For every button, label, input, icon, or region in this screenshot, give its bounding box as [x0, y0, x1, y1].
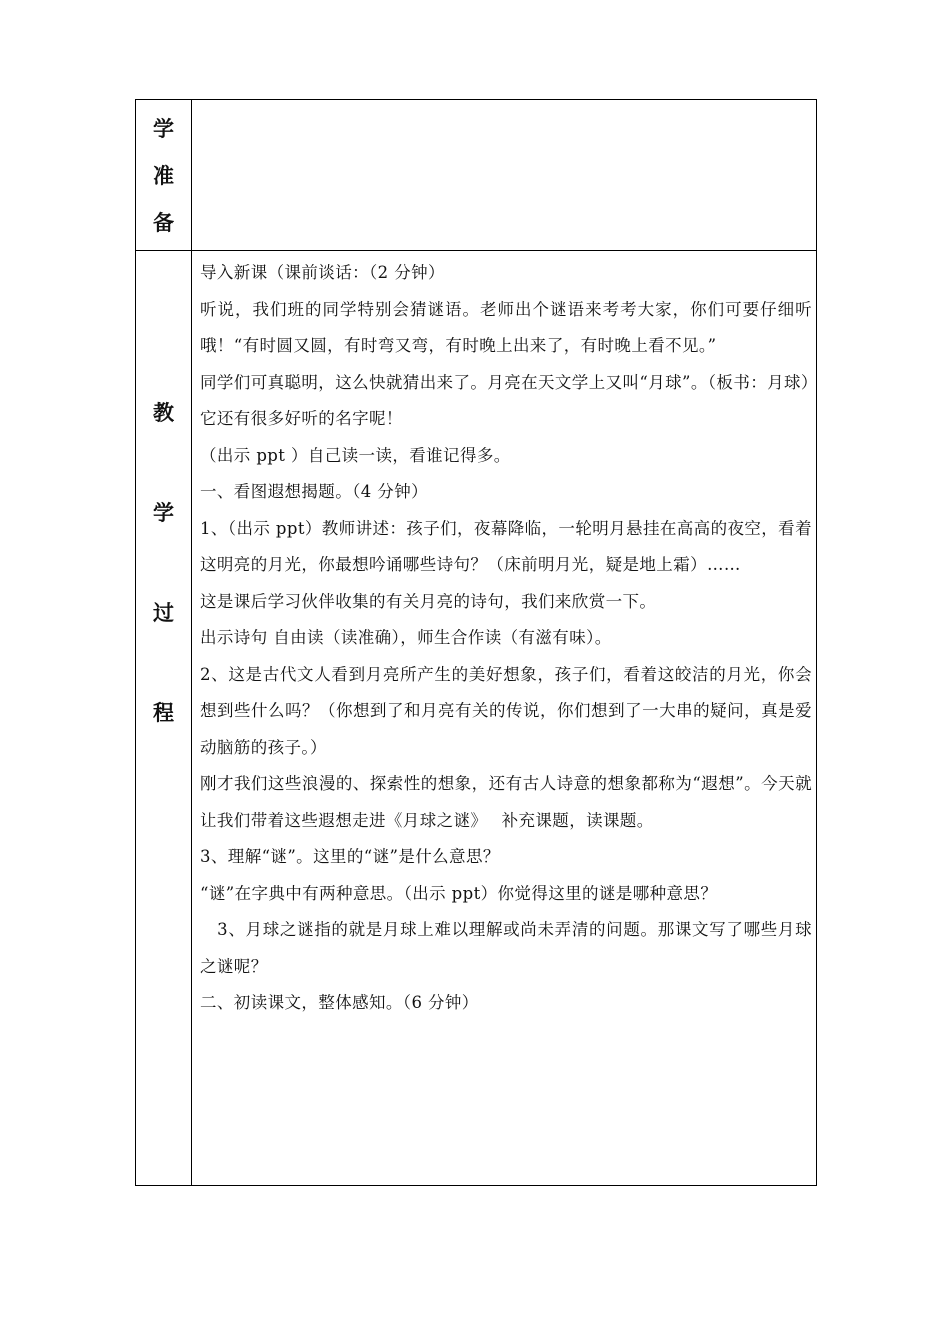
teaching-process-row — [136, 251, 816, 1185]
label-char: 备 — [153, 210, 174, 236]
label-char: 学 — [153, 115, 174, 141]
paragraph: 刚才我们这些浪漫的、探索性的想象，还有古人诗意的想象都称为“遐想”。今天就让我们带着这些遐想走进《月球之谜》 补充课题，读课题。 — [200, 774, 812, 830]
student-prep-label — [136, 100, 192, 250]
label-char: 学 — [153, 500, 174, 525]
paragraph: 1、（出示 ppt）教师讲述：孩子们，夜幕降临，一轮明月悬挂在高高的夜空，看着这明亮的月光，你最想吟诵哪些诗句？（床前明月光，疑是地上霜）…… — [200, 518, 812, 574]
student-prep-content — [192, 100, 816, 250]
label-char: 教 — [153, 400, 174, 425]
teaching-process-label — [136, 251, 192, 1185]
paragraph: 3、理解“谜”。这里的“谜”是什么意思？ — [200, 847, 500, 866]
teaching-process-content — [192, 251, 816, 1185]
student-prep-row — [136, 100, 816, 251]
paragraph: 这是课后学习伙伴收集的有关月亮的诗句，我们来欣赏一下。 — [200, 591, 657, 611]
lesson-plan-table — [135, 99, 817, 1186]
paragraph: 2、这是古代文人看到月亮所产生的美好想象，孩子们，看着这皎洁的月光，你会想到些什么吗？（你想到了和月亮有关的传说，你们想到了一大串的疑问，真是爱动脑筋的孩子。） — [200, 664, 812, 757]
paragraph: “谜”在字典中有两种意思。（出示 ppt）你觉得这里的谜是哪种意思？ — [200, 883, 718, 903]
paragraph: 二、初读课文，整体感知。（6 分钟） — [200, 993, 479, 1012]
paragraph: （出示 ppt ）自己读一读，看谁记得多。 — [200, 445, 511, 465]
label-char: 过 — [153, 600, 174, 625]
paragraph: 听说，我们班的同学特别会猜谜语。老师出个谜语来考考大家，你们可要仔细听哦！“有时圆又圆，有时弯又弯，有时晚上出来了，有时晚上看不见。” — [200, 299, 812, 355]
paragraph: 导入新课（课前谈话：（2 分钟） — [200, 263, 445, 282]
paragraph: 出示诗句 自由读（读准确），师生合作读（有滋有味）。 — [200, 628, 612, 647]
paragraph: 同学们可真聪明，这么快就猜出来了。月亮在天文学上又叫“月球”。（板书：月球） — [200, 372, 818, 392]
paragraph: 一、看图遐想揭题。（4 分钟） — [200, 482, 428, 501]
paragraph: 它还有很多好听的名字呢！ — [200, 409, 403, 428]
label-char: 准 — [153, 162, 174, 188]
paragraph: 3、月球之谜指的就是月球上难以理解或尚未弄清的问题。那课文写了哪些月球之谜呢？ — [200, 920, 812, 976]
label-char: 程 — [153, 700, 174, 725]
